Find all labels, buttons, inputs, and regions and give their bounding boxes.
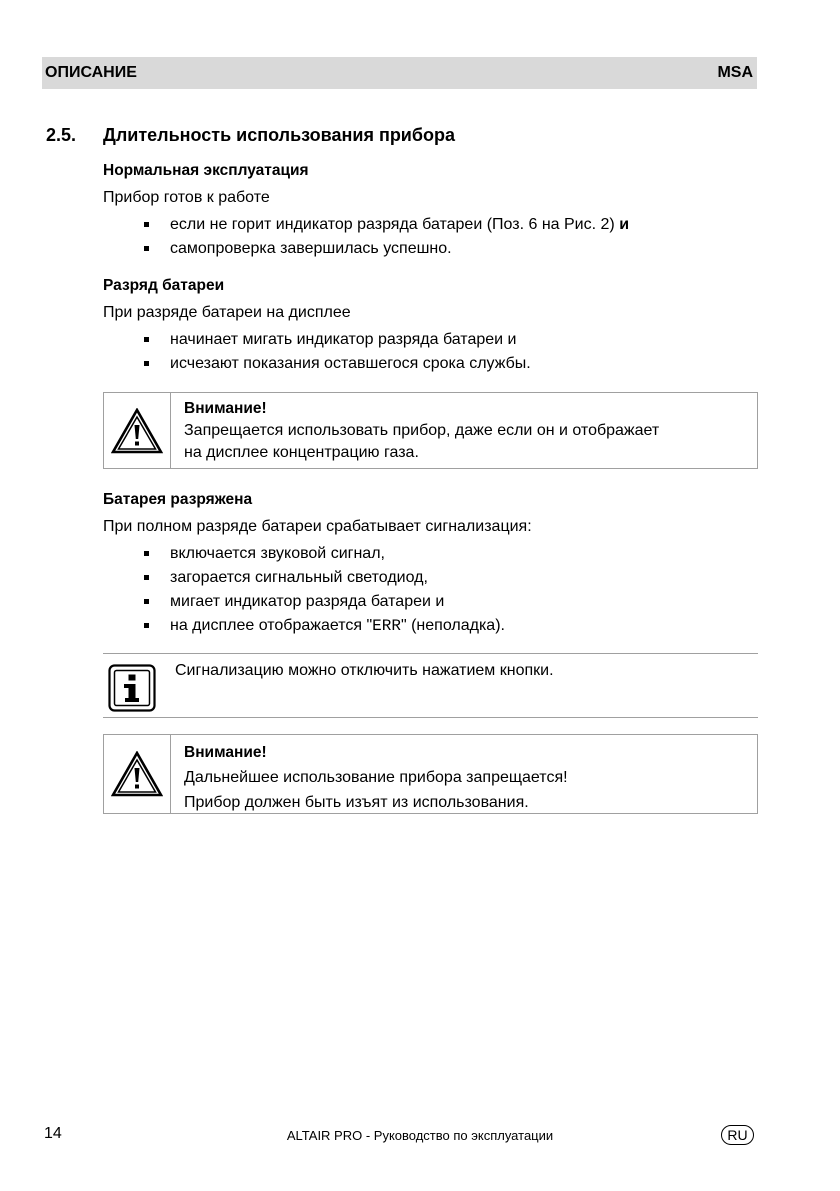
warning-icon-cell: [104, 735, 171, 813]
list-item-err: [103, 614, 758, 638]
info-icon-cell: [108, 664, 156, 719]
warning-triangle-icon: [111, 408, 163, 454]
warning-icon-cell: [104, 393, 171, 468]
warning-box-2: [103, 734, 758, 814]
header-section-label: ОПИСАНИЕ: [45, 64, 137, 81]
page-header: [42, 57, 757, 89]
header-brand: MSA: [717, 64, 753, 81]
list-item: самопроверка завершилась успешно.: [103, 237, 758, 261]
info-box: [103, 653, 758, 718]
depleted-list: [103, 542, 758, 638]
list-item: [103, 213, 758, 237]
page-content: [103, 160, 758, 814]
normal-heading: Нормальная эксплуатация: [103, 162, 309, 179]
language-badge: RU: [721, 1125, 754, 1145]
warning-title: Внимание!: [184, 400, 267, 417]
normal-intro: Прибор готов к работе: [103, 189, 270, 206]
depleted-heading: Батарея разряжена: [103, 491, 253, 508]
info-icon: [108, 664, 156, 712]
page-number: 14: [44, 1125, 62, 1142]
list-item: мигает индикатор разряда батареи и: [103, 590, 758, 614]
footer-title: ALTAIR PRO - Руководство по эксплуатации: [286, 1128, 554, 1143]
info-text: Сигнализацию можно отключить нажатием кнопки.: [175, 662, 554, 679]
normal-list: [103, 213, 758, 261]
discharge-intro: При разряде батареи на дисплее: [103, 304, 351, 321]
warning-line: Запрещается использовать прибор, даже если он и отображает: [184, 422, 660, 439]
err-code: ERR: [372, 617, 401, 635]
section-title: Длительность использования прибора: [103, 125, 455, 145]
warning-line: Дальнейшее использование прибора запрещается!: [184, 769, 568, 786]
list-item: загорается сигнальный светодиод,: [103, 566, 758, 590]
discharge-list: [103, 328, 758, 376]
err-text-after: " (неполадка).: [400, 617, 505, 634]
list-item: начинает мигать индикатор разряда батареи и: [103, 328, 758, 352]
list-item: включается звуковой сигнал,: [103, 542, 758, 566]
discharge-heading: Разряд батареи: [103, 277, 225, 294]
warning-line: на дисплее концентрацию газа.: [184, 444, 419, 461]
list-item-text: если не горит индикатор разряда батареи (Поз. 6 на Рис. 2): [170, 216, 615, 233]
warning-line: Прибор должен быть изъят из использования.: [184, 794, 529, 811]
err-text-before: на дисплее отображается ": [170, 617, 373, 634]
list-item: исчезают показания оставшегося срока службы.: [103, 352, 758, 376]
warning-triangle-icon: [111, 751, 163, 797]
section-number: 2.5.: [46, 125, 77, 145]
depleted-intro: При полном разряде батареи срабатывает сигнализация:: [103, 518, 532, 535]
warning-title: Внимание!: [184, 744, 267, 761]
list-item-bold: и: [619, 216, 630, 233]
warning-box-1: [103, 392, 758, 469]
